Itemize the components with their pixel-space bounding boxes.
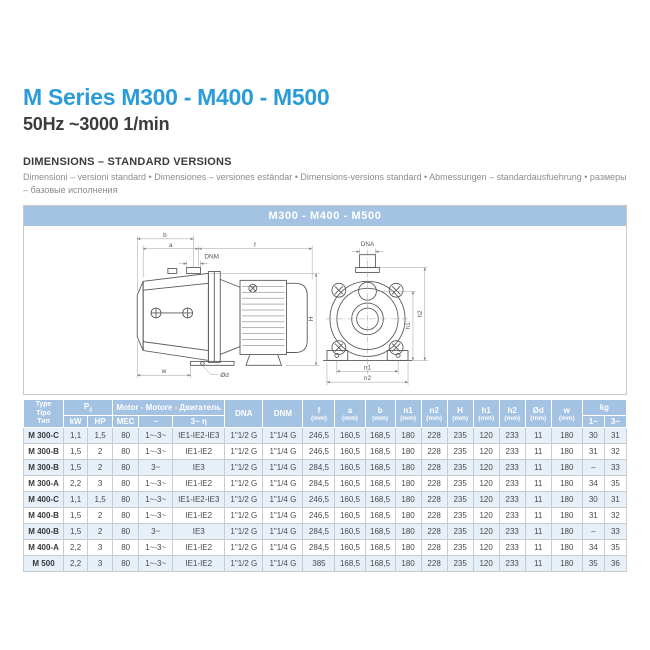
cell-ph: 3~	[139, 460, 173, 476]
col-H: H (mm)	[447, 400, 473, 428]
cell-dnm: 1"1/4 G	[263, 524, 303, 540]
col-h1: h1 (mm)	[473, 400, 499, 428]
cell-ph: 1~-3~	[139, 508, 173, 524]
cell-w: 180	[551, 444, 582, 460]
cell-dnm: 1"1/4 G	[263, 460, 303, 476]
cell-kg3: 33	[604, 524, 626, 540]
col-n2: n2 (mm)	[421, 400, 447, 428]
dim-label-n1: n1	[363, 364, 372, 372]
cell-b: 168,5	[365, 540, 395, 556]
cell-kg1: 30	[582, 428, 604, 444]
cell-n1: 180	[395, 476, 421, 492]
cell-kg1: –	[582, 460, 604, 476]
cell-type: M 400-B	[24, 524, 64, 540]
cell-od: 11	[525, 524, 551, 540]
cell-h1: 120	[473, 540, 499, 556]
cell-f: 246,5	[303, 444, 335, 460]
dim-label-a: a	[169, 241, 173, 249]
table-row	[24, 476, 627, 492]
cell-dna: 1"1/2 G	[225, 556, 263, 572]
cell-kg1: 35	[582, 556, 604, 572]
cell-n1: 180	[395, 556, 421, 572]
cell-h2: 233	[499, 508, 525, 524]
cell-ph: 1~-3~	[139, 556, 173, 572]
cell-mec: 80	[113, 476, 139, 492]
col-kw: kW	[64, 415, 88, 428]
cell-n2: 228	[421, 540, 447, 556]
cell-kg1: 30	[582, 492, 604, 508]
cell-b: 168,5	[365, 524, 395, 540]
cell-dna: 1"1/2 G	[225, 444, 263, 460]
cell-h2: 233	[499, 428, 525, 444]
cell-mec: 80	[113, 508, 139, 524]
dimension-labels	[161, 232, 424, 382]
cell-hp: 2	[88, 508, 113, 524]
col-mec: MEC	[113, 415, 139, 428]
cell-mec: 80	[113, 540, 139, 556]
cell-dnm: 1"1/4 G	[263, 540, 303, 556]
cell-dna: 1"1/2 G	[225, 428, 263, 444]
col-n1: n1 (mm)	[395, 400, 421, 428]
col-eff: 3~ η	[173, 415, 225, 428]
cell-H: 235	[447, 444, 473, 460]
cell-type: M 400-A	[24, 540, 64, 556]
cell-h1: 120	[473, 460, 499, 476]
cell-kw: 2,2	[64, 540, 88, 556]
cell-a: 160,5	[335, 492, 365, 508]
cell-a: 160,5	[335, 460, 365, 476]
cell-f: 284,5	[303, 460, 335, 476]
col-kg-3ph: 3~	[604, 415, 626, 428]
cell-h2: 233	[499, 556, 525, 572]
cell-w: 180	[551, 556, 582, 572]
cell-b: 168,5	[365, 476, 395, 492]
page-title: M Series M300 - M400 - M500	[23, 84, 330, 110]
spec-table-body	[24, 428, 627, 572]
cell-dnm: 1"1/4 G	[263, 444, 303, 460]
cell-w: 180	[551, 460, 582, 476]
cell-w: 180	[551, 428, 582, 444]
dim-label-b: b	[163, 232, 167, 240]
cell-hp: 1,5	[88, 428, 113, 444]
col-type: Type Tipo Тип	[24, 400, 64, 428]
cell-hp: 3	[88, 476, 113, 492]
cell-h1: 120	[473, 556, 499, 572]
cell-hp: 3	[88, 556, 113, 572]
page-subtitle: 50Hz ~3000 1/min	[23, 114, 170, 134]
cell-H: 235	[447, 556, 473, 572]
cell-n2: 228	[421, 524, 447, 540]
cell-eff: IE1-IE2	[173, 556, 225, 572]
cell-dna: 1"1/2 G	[225, 540, 263, 556]
col-kg: kg	[582, 400, 626, 415]
cell-n1: 180	[395, 508, 421, 524]
dim-label-H: H	[308, 316, 316, 322]
cell-od: 11	[525, 508, 551, 524]
cell-f: 284,5	[303, 524, 335, 540]
cell-n1: 180	[395, 492, 421, 508]
cell-h2: 233	[499, 492, 525, 508]
cell-kg1: 34	[582, 476, 604, 492]
cell-od: 11	[525, 476, 551, 492]
cell-dna: 1"1/2 G	[225, 524, 263, 540]
cell-b: 168,5	[365, 428, 395, 444]
cell-f: 246,5	[303, 508, 335, 524]
dimensions-table	[23, 399, 627, 572]
cell-eff: IE1-IE2-IE3	[173, 492, 225, 508]
dim-label-dna: DNA	[360, 240, 375, 248]
cell-h2: 233	[499, 444, 525, 460]
pump-drawing-area	[24, 226, 626, 394]
cell-H: 235	[447, 460, 473, 476]
cell-eff: IE1-IE2	[173, 444, 225, 460]
cell-hp: 1,5	[88, 492, 113, 508]
col-p2: $P_2$	[64, 400, 113, 415]
cell-kw: 1,5	[64, 524, 88, 540]
col-b: b (mm)	[365, 400, 395, 428]
section-heading: DIMENSIONS – STANDARD VERSIONS	[23, 156, 232, 168]
cell-f: 385	[303, 556, 335, 572]
cell-ph: 1~-3~	[139, 476, 173, 492]
dim-label-dnm: DNM	[204, 253, 220, 261]
cell-n1: 180	[395, 460, 421, 476]
table-row	[24, 556, 627, 572]
cell-ph: 1~-3~	[139, 444, 173, 460]
cell-H: 235	[447, 476, 473, 492]
cell-kg3: 32	[604, 444, 626, 460]
cell-w: 180	[551, 540, 582, 556]
col-phase: ~	[139, 415, 173, 428]
cell-dna: 1"1/2 G	[225, 460, 263, 476]
cell-H: 235	[447, 508, 473, 524]
cell-b: 168,5	[365, 444, 395, 460]
cell-dna: 1"1/2 G	[225, 508, 263, 524]
col-od: Ød (mm)	[525, 400, 551, 428]
cell-ph: 1~-3~	[139, 540, 173, 556]
cell-a: 160,5	[335, 524, 365, 540]
col-a: a (mm)	[335, 400, 365, 428]
cell-f: 246,5	[303, 428, 335, 444]
cell-od: 11	[525, 428, 551, 444]
cell-type: M 300-B	[24, 460, 64, 476]
cell-eff: IE3	[173, 460, 225, 476]
cell-H: 235	[447, 524, 473, 540]
cell-od: 11	[525, 492, 551, 508]
cell-w: 180	[551, 508, 582, 524]
table-row	[24, 524, 627, 540]
table-row	[24, 428, 627, 444]
cell-mec: 80	[113, 524, 139, 540]
cell-h2: 233	[499, 476, 525, 492]
cell-a: 160,5	[335, 428, 365, 444]
cell-kg3: 33	[604, 460, 626, 476]
cell-kg1: 31	[582, 444, 604, 460]
cell-dna: 1"1/2 G	[225, 492, 263, 508]
table-row	[24, 508, 627, 524]
table-row	[24, 460, 627, 476]
cell-type: M 400-C	[24, 492, 64, 508]
cell-H: 235	[447, 540, 473, 556]
col-h2: h2 (mm)	[499, 400, 525, 428]
cell-a: 160,5	[335, 508, 365, 524]
cell-kw: 1,5	[64, 444, 88, 460]
cell-hp: 2	[88, 460, 113, 476]
cell-dnm: 1"1/4 G	[263, 508, 303, 524]
cell-h2: 233	[499, 524, 525, 540]
cell-mec: 80	[113, 428, 139, 444]
cell-hp: 3	[88, 540, 113, 556]
cell-eff: IE1-IE2	[173, 508, 225, 524]
cell-h1: 120	[473, 428, 499, 444]
col-hp: HP	[88, 415, 113, 428]
dim-label-od: Ød	[220, 372, 229, 380]
cell-w: 180	[551, 524, 582, 540]
cell-h2: 233	[499, 540, 525, 556]
cell-b: 168,5	[365, 508, 395, 524]
cell-type: M 300-A	[24, 476, 64, 492]
cell-h1: 120	[473, 444, 499, 460]
cell-w: 180	[551, 476, 582, 492]
cell-n2: 228	[421, 428, 447, 444]
cell-kg1: –	[582, 524, 604, 540]
section-subtext: Dimensioni – versioni standard • Dimensiones – versiones estándar • Dimensions-versions standard • Abmessungen – standardausfuehrung • размеры – базовые исполнения	[23, 172, 627, 195]
cell-n2: 228	[421, 476, 447, 492]
col-f: f (mm)	[303, 400, 335, 428]
cell-n2: 228	[421, 444, 447, 460]
cell-hp: 2	[88, 524, 113, 540]
dimension-lines	[137, 236, 428, 385]
cell-kw: 2,2	[64, 556, 88, 572]
cell-dnm: 1"1/4 G	[263, 492, 303, 508]
cell-kg3: 31	[604, 492, 626, 508]
cell-type: M 500	[24, 556, 64, 572]
cell-h1: 120	[473, 508, 499, 524]
cell-n2: 228	[421, 492, 447, 508]
cell-kw: 2,2	[64, 476, 88, 492]
cell-h2: 233	[499, 460, 525, 476]
cell-dnm: 1"1/4 G	[263, 476, 303, 492]
cell-n1: 180	[395, 524, 421, 540]
cell-w: 180	[551, 492, 582, 508]
cell-kg1: 34	[582, 540, 604, 556]
dim-label-n2: n2	[363, 375, 372, 383]
table-row	[24, 444, 627, 460]
cell-b: 168,5	[365, 492, 395, 508]
cell-eff: IE1-IE2-IE3	[173, 428, 225, 444]
pump-side-view	[137, 268, 307, 366]
cell-n2: 228	[421, 460, 447, 476]
cell-od: 11	[525, 444, 551, 460]
dim-label-h1: h1	[404, 322, 412, 330]
col-w: w (mm)	[551, 400, 582, 428]
cell-dnm: 1"1/4 G	[263, 428, 303, 444]
cell-type: M 300-B	[24, 444, 64, 460]
cell-od: 11	[525, 540, 551, 556]
cell-h1: 120	[473, 492, 499, 508]
cell-a: 160,5	[335, 540, 365, 556]
table-row	[24, 540, 627, 556]
cell-n1: 180	[395, 428, 421, 444]
cell-f: 284,5	[303, 476, 335, 492]
cell-dna: 1"1/2 G	[225, 476, 263, 492]
cell-h1: 120	[473, 476, 499, 492]
cell-od: 11	[525, 556, 551, 572]
cell-eff: IE1-IE2	[173, 540, 225, 556]
cell-mec: 80	[113, 556, 139, 572]
cell-ph: 1~-3~	[139, 428, 173, 444]
cell-kw: 1,1	[64, 428, 88, 444]
pump-technical-drawing	[24, 226, 626, 394]
cell-kg3: 35	[604, 540, 626, 556]
cell-n1: 180	[395, 540, 421, 556]
diagram-title-bar: M300 - M400 - M500	[24, 206, 626, 226]
cell-ph: 1~-3~	[139, 492, 173, 508]
cell-ph: 3~	[139, 524, 173, 540]
dim-label-f: f	[253, 241, 256, 249]
cell-b: 168,5	[365, 556, 395, 572]
cell-kw: 1,5	[64, 508, 88, 524]
dim-label-h2: h2	[416, 310, 424, 318]
dim-label-w: w	[161, 368, 167, 376]
cell-type: M 300-C	[24, 428, 64, 444]
cell-H: 235	[447, 492, 473, 508]
col-motor: Motor - Motore - Двигатель	[113, 400, 225, 415]
cell-kw: 1,5	[64, 460, 88, 476]
cell-f: 284,5	[303, 540, 335, 556]
col-dnm: DNM	[263, 400, 303, 428]
col-kg-1ph: 1~	[582, 415, 604, 428]
cell-type: M 400-B	[24, 508, 64, 524]
cell-n1: 180	[395, 444, 421, 460]
cell-kg3: 32	[604, 508, 626, 524]
cell-eff: IE3	[173, 524, 225, 540]
cell-dnm: 1"1/4 G	[263, 556, 303, 572]
cell-a: 168,5	[335, 556, 365, 572]
table-header	[24, 400, 627, 428]
cell-n2: 228	[421, 556, 447, 572]
cell-a: 160,5	[335, 476, 365, 492]
cell-kg3: 31	[604, 428, 626, 444]
cell-H: 235	[447, 428, 473, 444]
cell-mec: 80	[113, 460, 139, 476]
cell-n2: 228	[421, 508, 447, 524]
cell-f: 246,5	[303, 492, 335, 508]
cell-mec: 80	[113, 444, 139, 460]
cell-mec: 80	[113, 492, 139, 508]
dimension-diagram	[23, 205, 627, 395]
cell-b: 168,5	[365, 460, 395, 476]
cell-od: 11	[525, 460, 551, 476]
cell-kg3: 35	[604, 476, 626, 492]
col-dna: DNA	[225, 400, 263, 428]
cell-eff: IE1-IE2	[173, 476, 225, 492]
cell-kw: 1,1	[64, 492, 88, 508]
table-row	[24, 492, 627, 508]
cell-h1: 120	[473, 524, 499, 540]
cell-kg1: 31	[582, 508, 604, 524]
cell-kg3: 36	[604, 556, 626, 572]
cell-hp: 2	[88, 444, 113, 460]
cell-a: 160,5	[335, 444, 365, 460]
